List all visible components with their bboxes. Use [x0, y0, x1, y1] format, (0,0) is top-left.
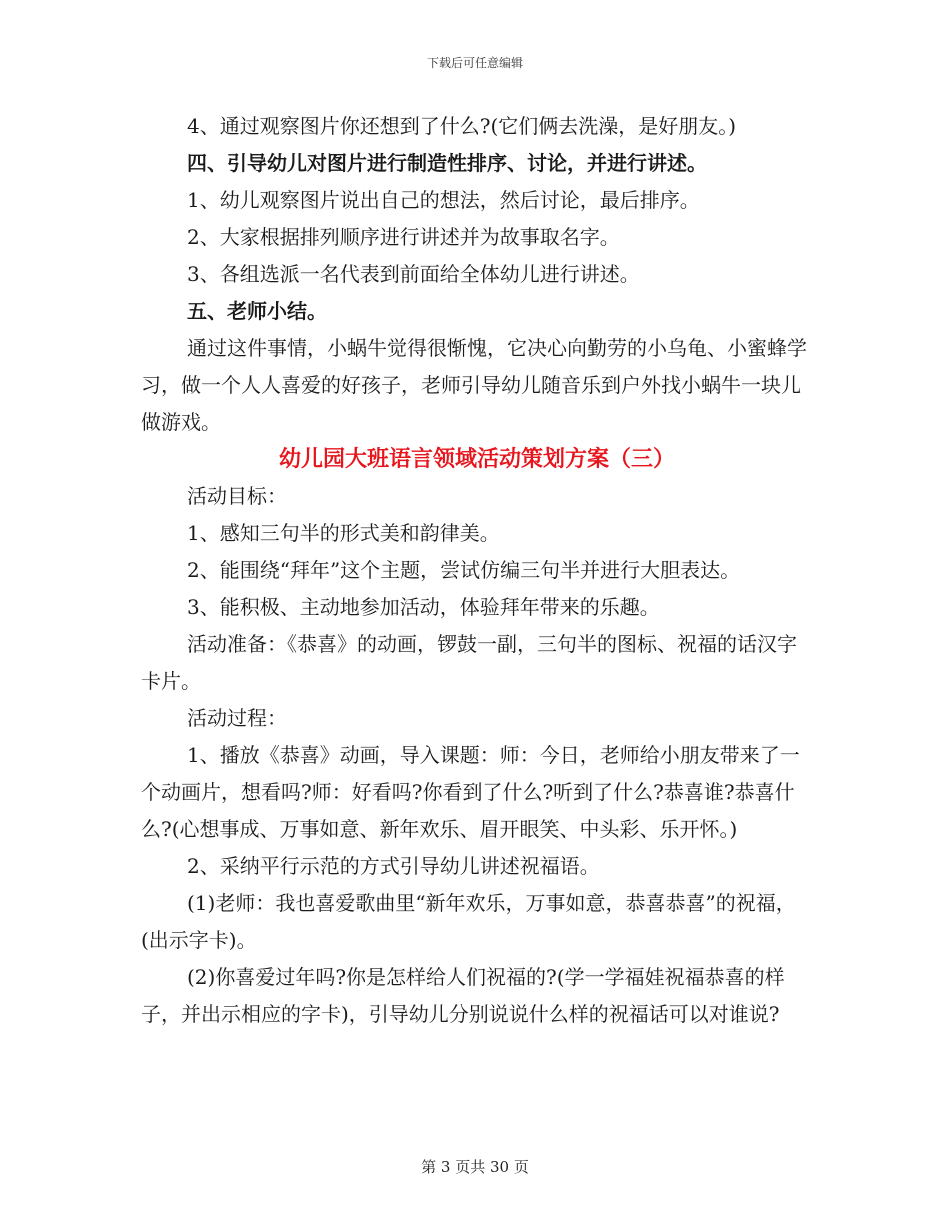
section-heading: 五、老师小结。: [187, 299, 327, 323]
page-header: 下载后可任意编辑: [426, 56, 523, 70]
paragraph: 活动目标：: [187, 484, 287, 508]
document-body: [141, 108, 813, 1033]
paragraph: (1)老师：我也喜爱歌曲里“新年欢乐，万事如意，恭喜恭喜”的祝福，(出示字卡)。: [141, 891, 796, 952]
paragraph: 活动过程：: [187, 706, 287, 730]
paragraph: 2、能围绕“拜年”这个主题，尝试仿编三句半并进行大胆表达。: [187, 558, 741, 582]
paragraph: 1、幼儿观察图片说出自己的想法，然后讨论，最后排序。: [187, 188, 700, 212]
paragraph: 3、能积极、主动地参加活动，体验拜年带来的乐趣。: [187, 595, 660, 619]
paragraph: 2、大家根据排列顺序进行讲述并为故事取名字。: [187, 225, 620, 249]
section-heading: 四、引导幼儿对图片进行制造性排序、讨论，并进行讲述。: [187, 151, 707, 175]
paragraph: (2)你喜爱过年吗?你是怎样给人们祝福的?(学一学福娃祝福恭喜的样子，并出示相应的字卡)，引导幼儿分别说说什么样的祝福话可以对谁说?: [141, 965, 785, 1026]
paragraph: 通过这件事情，小蜗牛觉得很惭愧，它决心向勤劳的小乌龟、小蜜蜂学习，做一个人人喜爱的好孩子，老师引导幼儿随音乐到户外找小蜗牛一块儿做游戏。: [141, 336, 807, 434]
paragraph: 4、通过观察图片你还想到了什么?(它们俩去洗澡，是好朋友。): [187, 114, 737, 138]
paragraph: 2、采纳平行示范的方式引导幼儿讲述祝福语。: [187, 854, 600, 878]
page-footer: 第 3 页共 30 页: [421, 1158, 529, 1176]
paragraph: 3、各组选派一名代表到前面给全体幼儿进行讲述。: [187, 262, 640, 286]
paragraph: 1、播放《恭喜》动画，导入课题：师：今日，老师给小朋友带来了一个动画片，想看吗?师：好看吗?你看到了什么?听到了什么?恭喜谁?恭喜什么?(心想事成、万事如意、新年欢乐、眉开眼笑、中头彩、乐开怀。): [141, 743, 800, 841]
document-title: 幼儿园大班语言领域活动策划方案（三）: [278, 446, 675, 472]
paragraph: 1、感知三句半的形式美和韵律美。: [187, 521, 500, 545]
paragraph: 活动准备：《恭喜》的动画，锣鼓一副，三句半的图标、祝福的话汉字卡片。: [141, 632, 797, 693]
